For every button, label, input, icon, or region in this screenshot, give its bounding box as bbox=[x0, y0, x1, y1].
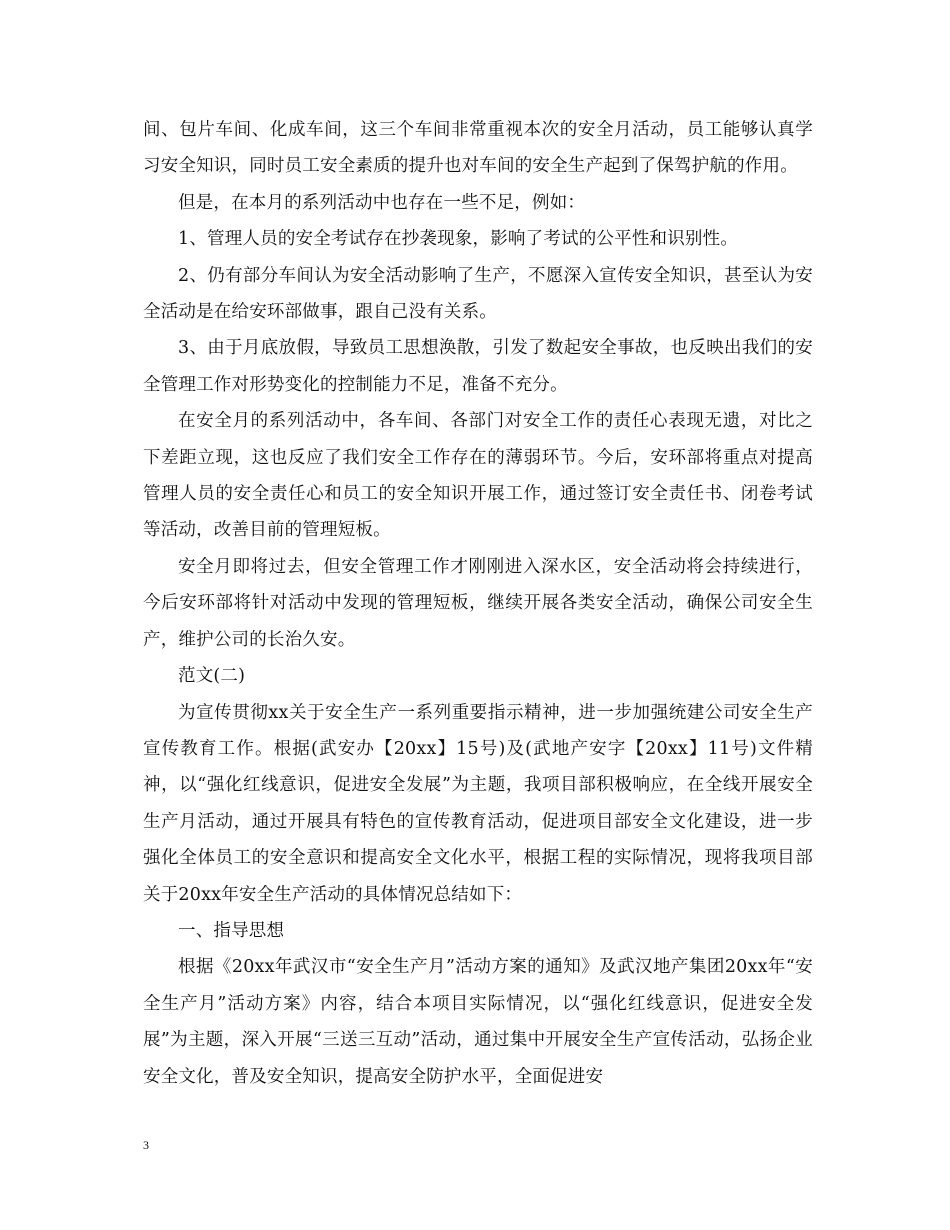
list-item: 3、由于月底放假，导致员工思想涣散，引发了数起安全事故，也反映出我们的安全管理工作对形势变化的控制能力不足，准备不充分。 bbox=[143, 338, 813, 395]
section-heading: 一、指导思想 bbox=[178, 920, 285, 941]
paragraph: 在安全月的系列活动中，各车间、各部门对安全工作的责任心表现无遗，对比之下差距立现，这也反应了我们安全工作存在的薄弱环节。今后，安环部将重点对提高管理人员的安全责任心和员工的安全知识开展工作，通过签订安全责任书、闭卷考试等活动，改善目前的管理短板。 bbox=[143, 411, 813, 541]
section-heading: 范文(二) bbox=[178, 666, 246, 687]
document-body bbox=[143, 112, 813, 1095]
paragraph: 根据《20xx年武汉市“安全生产月”活动方案的通知》及武汉地产集团20xx年“安全生产月”活动方案》内容，结合本项目实际情况，以“强化红线意识，促进安全发展”为主题，深入开展“三送三互动”活动，通过集中开展安全生产宣传活动，弘扬企业安全文化，普及安全知识，提高安全防护水平，全面促进安 bbox=[143, 957, 813, 1087]
paragraph: 为宣传贯彻xx关于安全生产一系列重要指示精神，进一步加强统建公司安全生产宣传教育工作。根据(武安办【20xx】15号)及(武地产安字【20xx】11号)文件精神，以“强化红线意识，促进安全发展”为主题，我项目部积极响应，在全线开展安全生产月活动，通过开展具有特色的宣传教育活动，促进项目部安全文化建设，进一步强化全体员工的安全意识和提高安全文化水平，根据工程的实际情况，现将我项目部关于20xx年安全生产活动的具体情况总结如下： bbox=[143, 702, 813, 905]
list-item: 2、仍有部分车间认为安全活动影响了生产，不愿深入宣传安全知识，甚至认为安全活动是在给安环部做事，跟自己没有关系。 bbox=[143, 265, 813, 323]
paragraph: 间、包片车间、化成车间，这三个车间非常重视本次的安全月活动，员工能够认真学习安全知识，同时员工安全素质的提升也对车间的安全生产起到了保驾护航的作用。 bbox=[143, 120, 813, 177]
paragraph: 但是，在本月的系列活动中也存在一些不足，例如： bbox=[178, 192, 586, 213]
page-number: 3 bbox=[143, 1138, 149, 1152]
list-item: 1、管理人员的安全考试存在抄袭现象，影响了考试的公平性和识别性。 bbox=[178, 229, 739, 250]
paragraph: 安全月即将过去，但安全管理工作才刚刚进入深水区，安全活动将会持续进行，今后安环部将针对活动中发现的管理短板，继续开展各类安全活动，确保公司安全生产，维护公司的长治久安。 bbox=[143, 556, 813, 650]
